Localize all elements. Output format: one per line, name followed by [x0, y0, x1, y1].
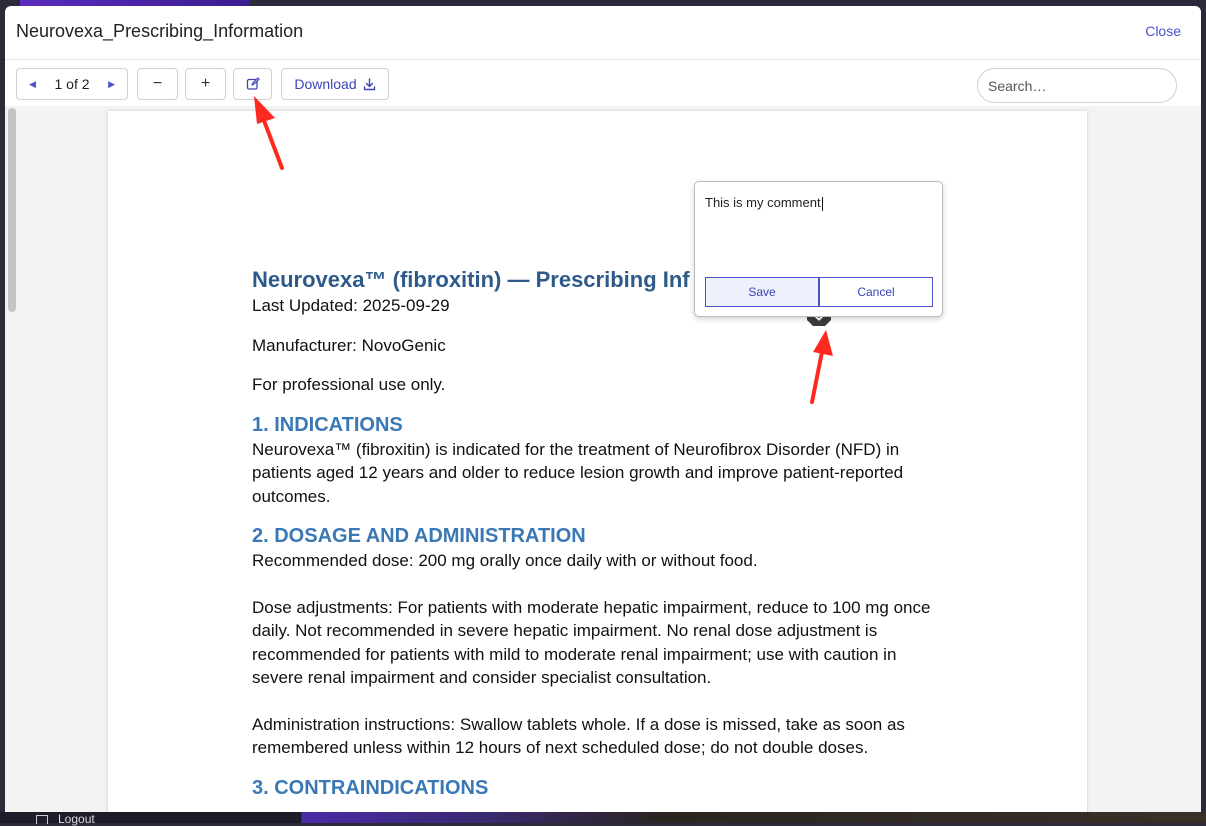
- viewer-toolbar: [5, 60, 1201, 106]
- page-indicator: 1 of 2: [54, 76, 90, 92]
- download-button[interactable]: [281, 68, 389, 100]
- manufacturer: Manufacturer: NovoGenic: [252, 335, 446, 355]
- background-app-footer: [0, 812, 1206, 823]
- next-page-icon[interactable]: ▶: [108, 78, 115, 89]
- comment-popup: [694, 181, 943, 317]
- comment-textarea[interactable]: [705, 195, 823, 211]
- professional-notice: For professional use only.: [252, 375, 446, 394]
- search-input[interactable]: [977, 68, 1177, 103]
- close-button[interactable]: Close: [1145, 23, 1181, 39]
- comment-text: This is my comment: [705, 195, 821, 210]
- logout-link[interactable]: Logout: [58, 812, 95, 826]
- cancel-comment-button[interactable]: Cancel: [819, 277, 933, 307]
- section-paragraph: Recommended dose: 200 mg orally once daily with or without food.: [252, 551, 758, 570]
- section-paragraph: Neurovexa™ (fibroxitin) is indicated for the treatment of Neurofibrox Disorder (NFD) in patients aged 12 years and older to reduce lesion growth and improve patient-reported outcomes.: [252, 439, 904, 506]
- vertical-scrollbar[interactable]: [8, 108, 16, 312]
- last-updated: Last Updated: 2025-09-29: [252, 296, 450, 315]
- section-heading: 3. CONTRAINDICATIONS: [252, 776, 489, 799]
- download-icon: [363, 78, 376, 91]
- section-paragraph: Administration instructions: Swallow tablets whole. If a dose is missed, take as soon as remembered unless within 12 hours of next scheduled dose; do not double doses.: [252, 714, 905, 757]
- zoom-out-button[interactable]: −: [137, 68, 178, 100]
- document-title: Neurovexa™ (fibroxitin) — Prescribing Inf: [252, 267, 690, 292]
- text-caret: [822, 197, 823, 211]
- edit-icon: [246, 77, 260, 91]
- annotate-button[interactable]: [233, 68, 272, 100]
- previous-page-icon[interactable]: ◀: [29, 78, 36, 89]
- modal-title: Neurovexa_Prescribing_Information: [16, 21, 304, 41]
- save-comment-button[interactable]: Save: [705, 277, 819, 307]
- section-heading: 1. INDICATIONS: [252, 413, 403, 436]
- page-navigator: [16, 68, 128, 100]
- zoom-in-button[interactable]: +: [185, 68, 226, 100]
- document-viewer-modal: [5, 6, 1201, 812]
- document-content: [252, 266, 952, 801]
- document-viewport: [5, 106, 1201, 812]
- section-heading: 2. DOSAGE AND ADMINISTRATION: [252, 525, 586, 547]
- modal-header: [5, 6, 1201, 60]
- section-paragraph: Dose adjustments: For patients with moderate hepatic impairment, reduce to 100 mg once daily. Not recommended in severe hepatic impairment. No renal dose adjustment is recommended for patients with mild to moderate renal impairment; use with caution in severe renal impairment and consider specialist consultation.: [252, 597, 931, 687]
- download-label: Download: [294, 76, 357, 92]
